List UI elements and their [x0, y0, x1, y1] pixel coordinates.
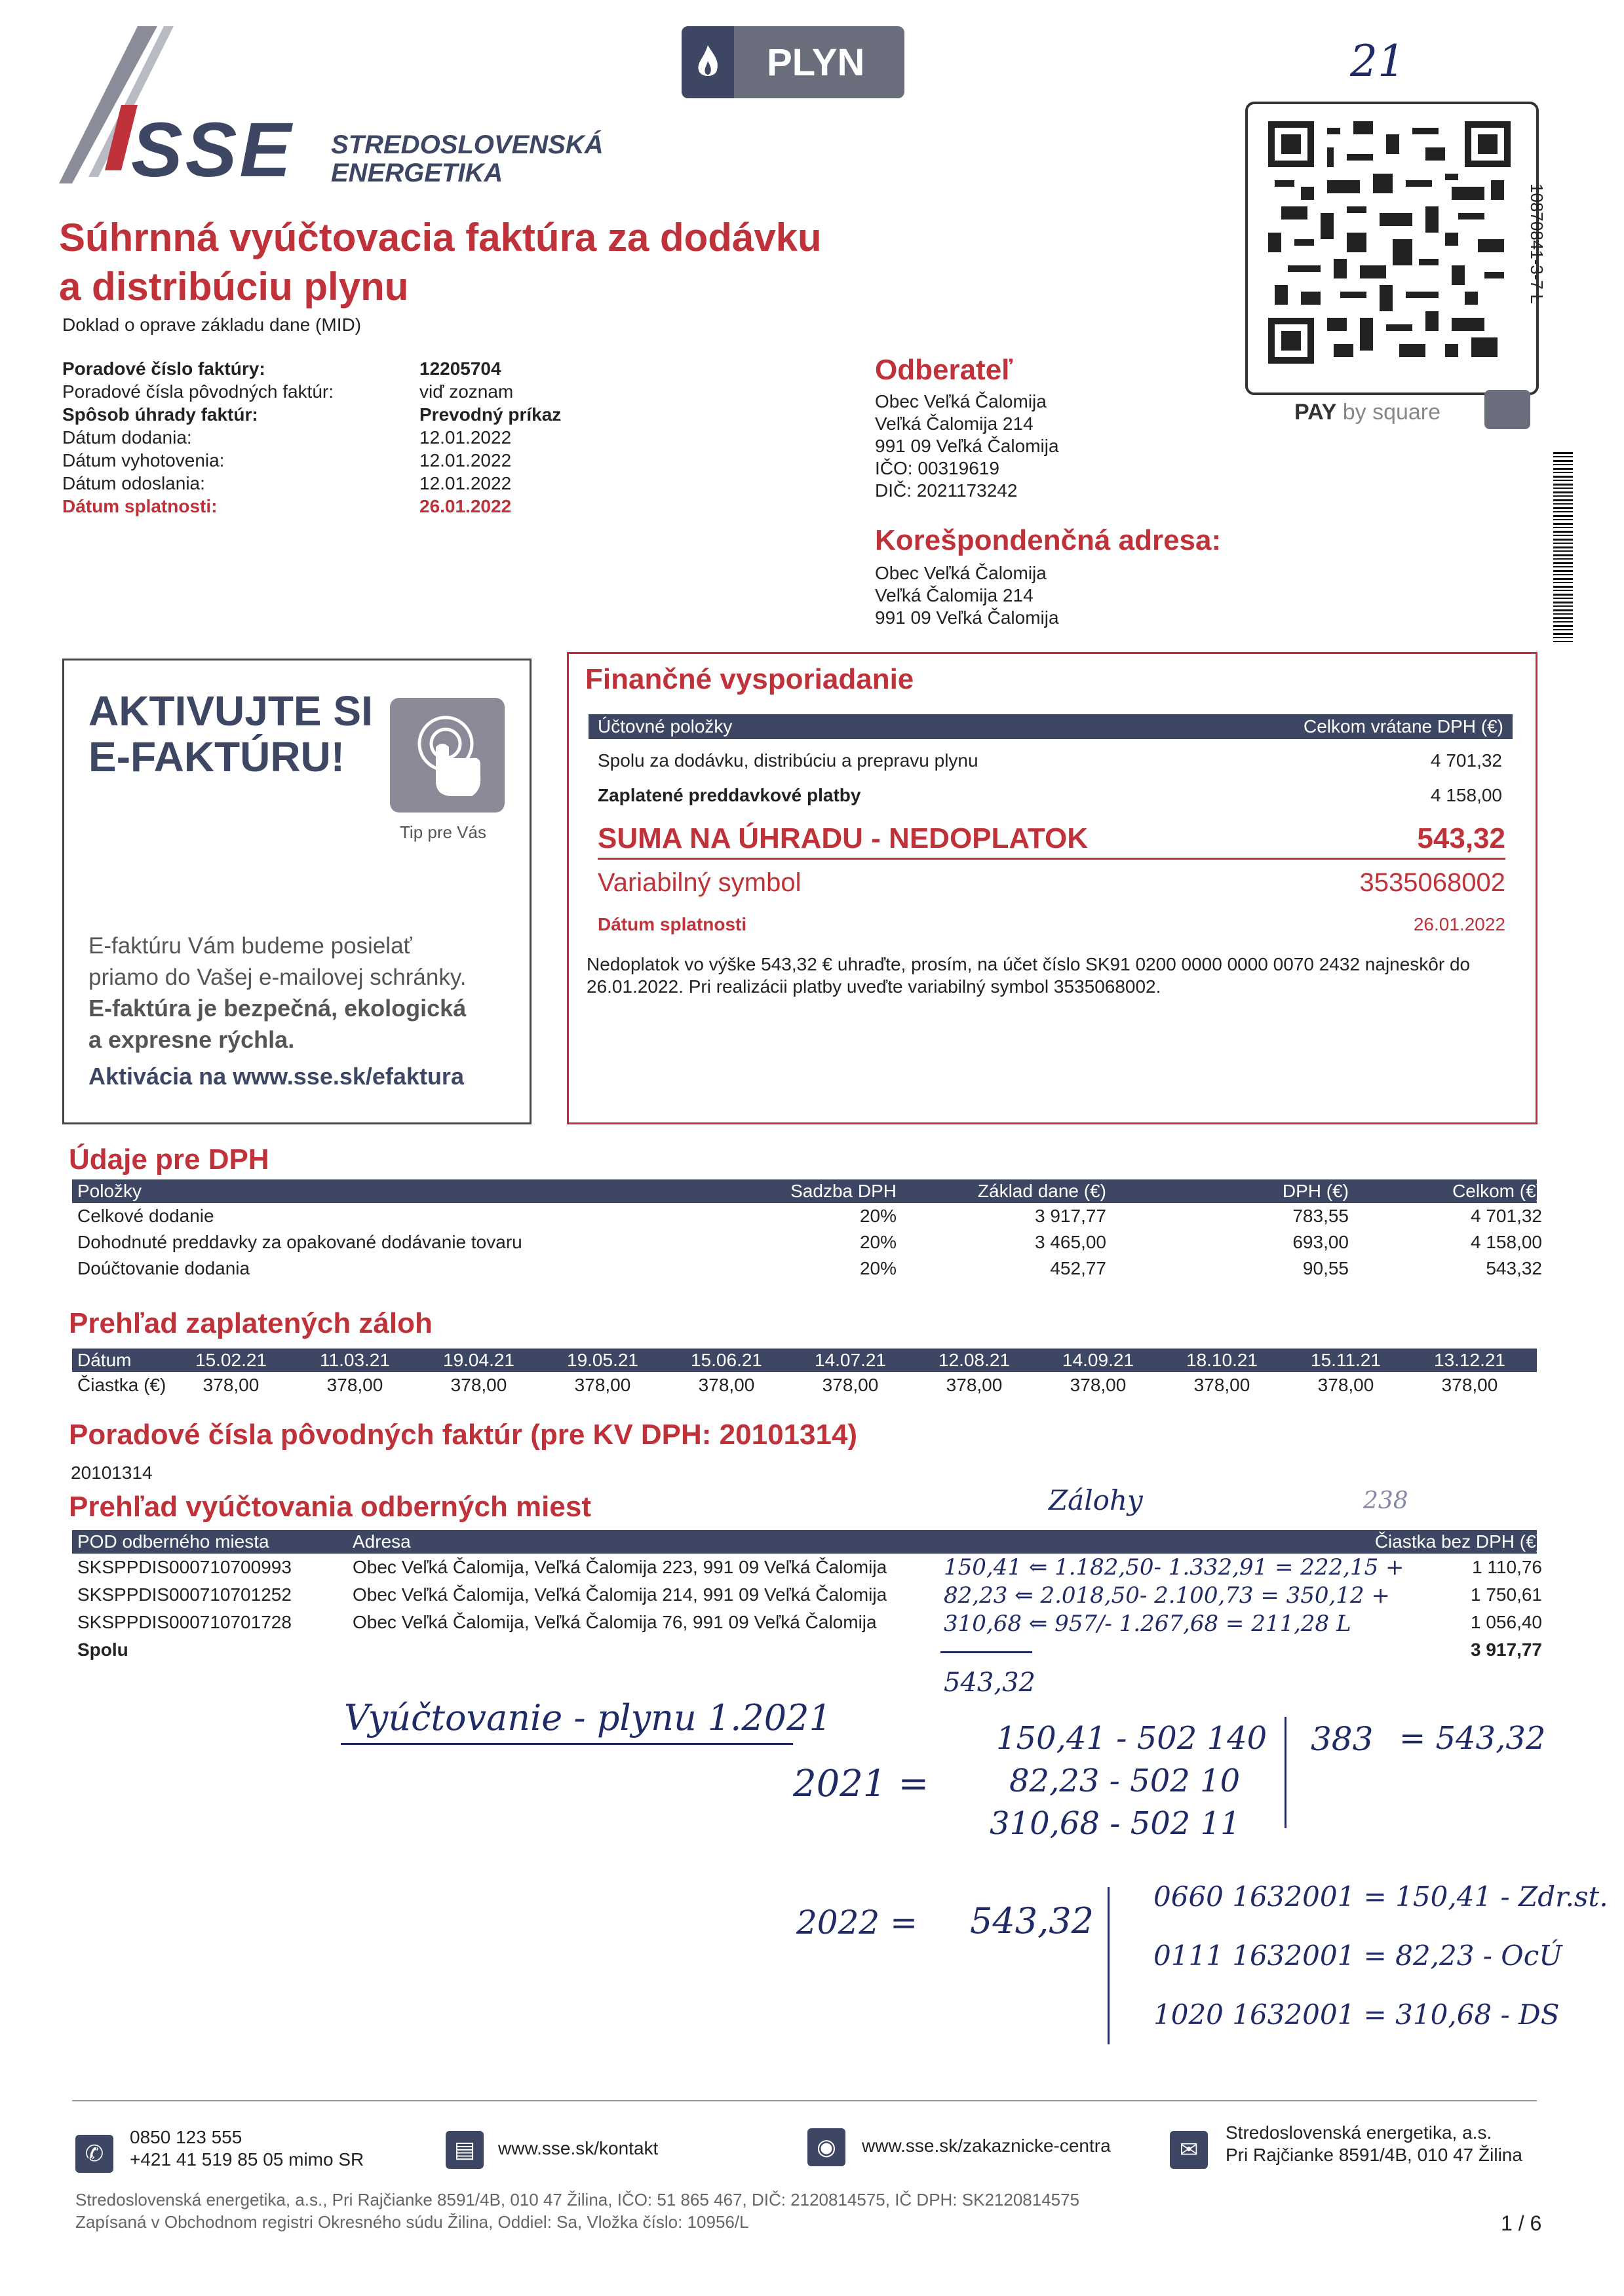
- korespondencna-address: Obec Veľká Čalomija Veľká Čalomija 214 991 09 Veľká Čalomija: [875, 563, 1059, 628]
- payment-note: Nedoplatok vo výške 543,32 € uhraďte, prosím, na účet číslo SK91 0200 0000 0000 0070 2432 najneskôr do 26.01.2022. Pri realizácii platby uveďte variabilný symbol 3535068002.: [587, 954, 1471, 997]
- location-icon: ◉: [807, 2128, 845, 2166]
- handwritten-row: 1020 1632001 = 310,68 - DS: [1153, 1999, 1560, 2031]
- odberatel-address: Obec Veľká Čalomija Veľká Čalomija 214 991 09 Veľká Čalomija IČO: 00319619 DIČ: 2021173242: [875, 391, 1059, 501]
- company-name: STREDOSLOVENSKÁ ENERGETIKA: [331, 130, 604, 188]
- financne-table-header: Účtovné položky Celkom vrátane DPH (€): [589, 714, 1513, 739]
- footer-divider: [72, 2100, 1537, 2101]
- flame-icon: [682, 26, 734, 98]
- povodne-heading: Poradové čísla pôvodných faktúr (pre KV DPH: 20101314): [69, 1419, 858, 1451]
- datum-splatnosti: Dátum splatnosti 26.01.2022: [598, 914, 1505, 934]
- financne-row: Zaplatené preddavkové platby 4 158,00: [598, 785, 1502, 805]
- handwritten-divider: [1108, 1887, 1110, 2044]
- handwritten-row: 82,23 ⇐ 2.018,50- 2.100,73 = 350,12 +: [944, 1582, 1390, 1609]
- zalohy-table: Dátum 15.02.21 11.03.21 19.04.21 19.05.21 15.06.21 14.07.21 12.08.21 14.09.21 18.10.21 15.11.21 13.12.21 Čiastka (€) 378,00 378,00 378,00 378,00 378,00 378,00 378,00 378,00 378,00 378,00 378,00: [72, 1349, 1537, 1398]
- financne-row: Spolu za dodávku, distribúciu a prepravu plynu 4 701,32: [598, 750, 1502, 771]
- handwritten-row: 150,41 - 502 140: [996, 1720, 1267, 1757]
- legal-text: Stredoslovenská energetika, a.s., Pri Rajčianke 8591/4B, 010 47 Žilina, IČO: 51 865 467, DIČ: 2120814575, IČ DPH: SK2120814575 Zapísaná v Obchodnom registri Okresného súdu Žilina, Oddiel: Sa, Vložka číslo: 10956/L: [75, 2190, 1080, 2232]
- footer-phone[interactable]: 0850 123 555 +421 41 519 85 05 mimo SR: [130, 2127, 364, 2170]
- touch-hand-icon: [390, 698, 505, 813]
- table-row: Dohodnuté preddavky za opakované dodávanie tovaru 20% 3 465,00 693,00 4 158,00: [77, 1232, 1542, 1252]
- handwritten-row: 310,68 ⇐ 957/- 1.267,68 = 211,28 L: [944, 1611, 1351, 1637]
- efaktura-link[interactable]: Aktivácia na www.sse.sk/efaktura: [88, 1063, 464, 1090]
- handwritten-sum: 543,32: [970, 1900, 1094, 1942]
- table-row: Celkové dodanie 20% 3 917,77 783,55 4 701,32: [77, 1206, 1542, 1226]
- efaktura-heading: AKTIVUJTE SI E-FAKTÚRU!: [88, 687, 373, 781]
- table-total-row: Spolu 3 917,77: [77, 1639, 1542, 1660]
- handwritten-383: 383: [1311, 1720, 1374, 1758]
- table-row: SKSPPDIS000710701728 Obec Veľká Čalomija, Veľká Čalomija 76, 991 09 Veľká Čalomija 1 056,40: [77, 1612, 1542, 1632]
- contact-icon: ▤: [446, 2131, 484, 2169]
- handwritten-row: 310,68 - 502 11: [990, 1805, 1241, 1842]
- handwritten-underline: [341, 1743, 793, 1745]
- pod-heading: Prehľad vyúčtovania odberných miest: [69, 1491, 591, 1523]
- handwritten-2021: 2021 =: [793, 1763, 929, 1805]
- footer-centra-link[interactable]: www.sse.sk/zakaznicke-centra: [862, 2135, 1111, 2156]
- handwritten-title: Vyúčtovanie - plynu 1.2021: [344, 1697, 832, 1738]
- handwritten-2022: 2022 =: [796, 1904, 918, 1942]
- odberatel-heading: Odberateľ: [875, 354, 1013, 386]
- handwritten-238: 238: [1363, 1487, 1408, 1514]
- page-number: 1 / 6: [1501, 2211, 1542, 2235]
- dph-heading: Údaje pre DPH: [69, 1143, 269, 1176]
- table-row: Čiastka (€) 378,00 378,00 378,00 378,00 378,00 378,00 378,00 378,00 378,00 378,00 378,00: [77, 1375, 1498, 1395]
- dph-table: Položky Sadzba DPH Základ dane (€) DPH (€) Celkom (€) Celkové dodanie 20% 3 917,77 783,55 4 701,32 Dohodnuté preddavky za opakované dodávanie tovaru 20% 3 465,00 693,00 4 158,00 Doúčtovanie dodania 20% 452,77 90,55 543,32: [72, 1179, 1537, 1282]
- invoice-details: Poradové číslo faktúry: 12205704 Poradové čísla pôvodných faktúr: viď zoznam Spôsob úhrady faktúr: Prevodný príkaz Dátum dodania: 12.01.2022 Dátum vyhotovenia: 12.01.2022 Dátum odoslania: 12.01.2022 Dátum splatnosti: 26.01.2022: [62, 358, 562, 516]
- sse-brand-mark: SSE: [131, 107, 294, 193]
- povodne-value: 20101314: [71, 1463, 153, 1483]
- efaktura-benefits: E-faktúra je bezpečná, ekologická a expresne rýchla.: [88, 995, 467, 1053]
- phone-icon: ✆: [75, 2135, 113, 2173]
- card-icon: [1484, 390, 1530, 429]
- side-barcode: [1553, 452, 1573, 642]
- qr-code[interactable]: [1268, 121, 1511, 364]
- footer-address: Stredoslovenská energetika, a.s. Pri Rajčianke 8591/4B, 010 47 Žilina: [1226, 2122, 1522, 2165]
- handwritten-sum: = 543,32: [1399, 1720, 1546, 1757]
- table-row: Doúčtovanie dodania 20% 452,77 90,55 543,32: [77, 1258, 1542, 1278]
- handwritten-divider: [1285, 1717, 1286, 1828]
- korespondencna-heading: Korešpondenčná adresa:: [875, 524, 1222, 556]
- subtitle: Doklad o oprave základu dane (MID): [62, 315, 362, 335]
- table-row: SKSPPDIS000710701252 Obec Veľká Čalomija, Veľká Čalomija 214, 991 09 Veľká Čalomija 1 750,61: [77, 1584, 1542, 1605]
- pod-table: POD odberného miesta Adresa Čiastka bez DPH (€) SKSPPDIS000710700993 Obec Veľká Čalomija, Veľká Čalomija 223, 991 09 Veľká Čalomija 1 110,76 SKSPPDIS000710701252 Obec Veľká Čalomija, Veľká Čalomija 214, 991 09 Veľká Čalomija 1 750,61 SKSPPDIS000710701728 Obec Veľká Čalomija, Veľká Čalomija 76, 991 09 Veľká Čalomija 1 056,40 Spolu 3 917,77: [72, 1530, 1537, 1664]
- mail-icon: ✉: [1170, 2131, 1208, 2169]
- zalohy-heading: Prehľad zaplatených záloh: [69, 1307, 433, 1339]
- financne-heading: Finančné vysporiadanie: [585, 663, 914, 695]
- plyn-badge: PLYN: [682, 26, 904, 98]
- handwritten-total: 543,32: [944, 1668, 1035, 1698]
- handwritten-row: 150,41 ⇐ 1.182,50- 1.332,91 = 222,15 +: [944, 1554, 1404, 1580]
- efaktura-text: E-faktúru Vám budeme posielať priamo do Vašej e-mailovej schránky.: [88, 933, 467, 990]
- handwritten-row: 0660 1632001 = 150,41 - Zdr.st.: [1153, 1881, 1608, 1913]
- pay-by-square-label: PAY by square: [1294, 400, 1441, 425]
- page-title: Súhrnná vyúčtovacia faktúra za dodávku a distribúciu plynu: [59, 216, 822, 309]
- footer-kontakt-link[interactable]: www.sse.sk/kontakt: [498, 2138, 659, 2158]
- handwritten-row: 0111 1632001 = 82,23 - OcÚ: [1153, 1940, 1562, 1972]
- suma-na-uhradu: SUMA NA ÚHRADU - NEDOPLATOK 543,32: [598, 822, 1505, 860]
- handwritten-number: 21: [1350, 36, 1405, 86]
- tip-label: Tip pre Vás: [400, 822, 486, 842]
- handwritten-underline: [940, 1651, 1032, 1653]
- variabilny-symbol: Variabilný symbol 3535068002: [598, 868, 1505, 897]
- vertical-code: 10870841-3-7 L: [1527, 183, 1547, 304]
- handwritten-zalohy: Zálohy: [1049, 1484, 1143, 1516]
- table-row: SKSPPDIS000710700993 Obec Veľká Čalomija, Veľká Čalomija 223, 991 09 Veľká Čalomija 1 110,76: [77, 1557, 1542, 1577]
- handwritten-row: 82,23 - 502 10: [1009, 1763, 1241, 1799]
